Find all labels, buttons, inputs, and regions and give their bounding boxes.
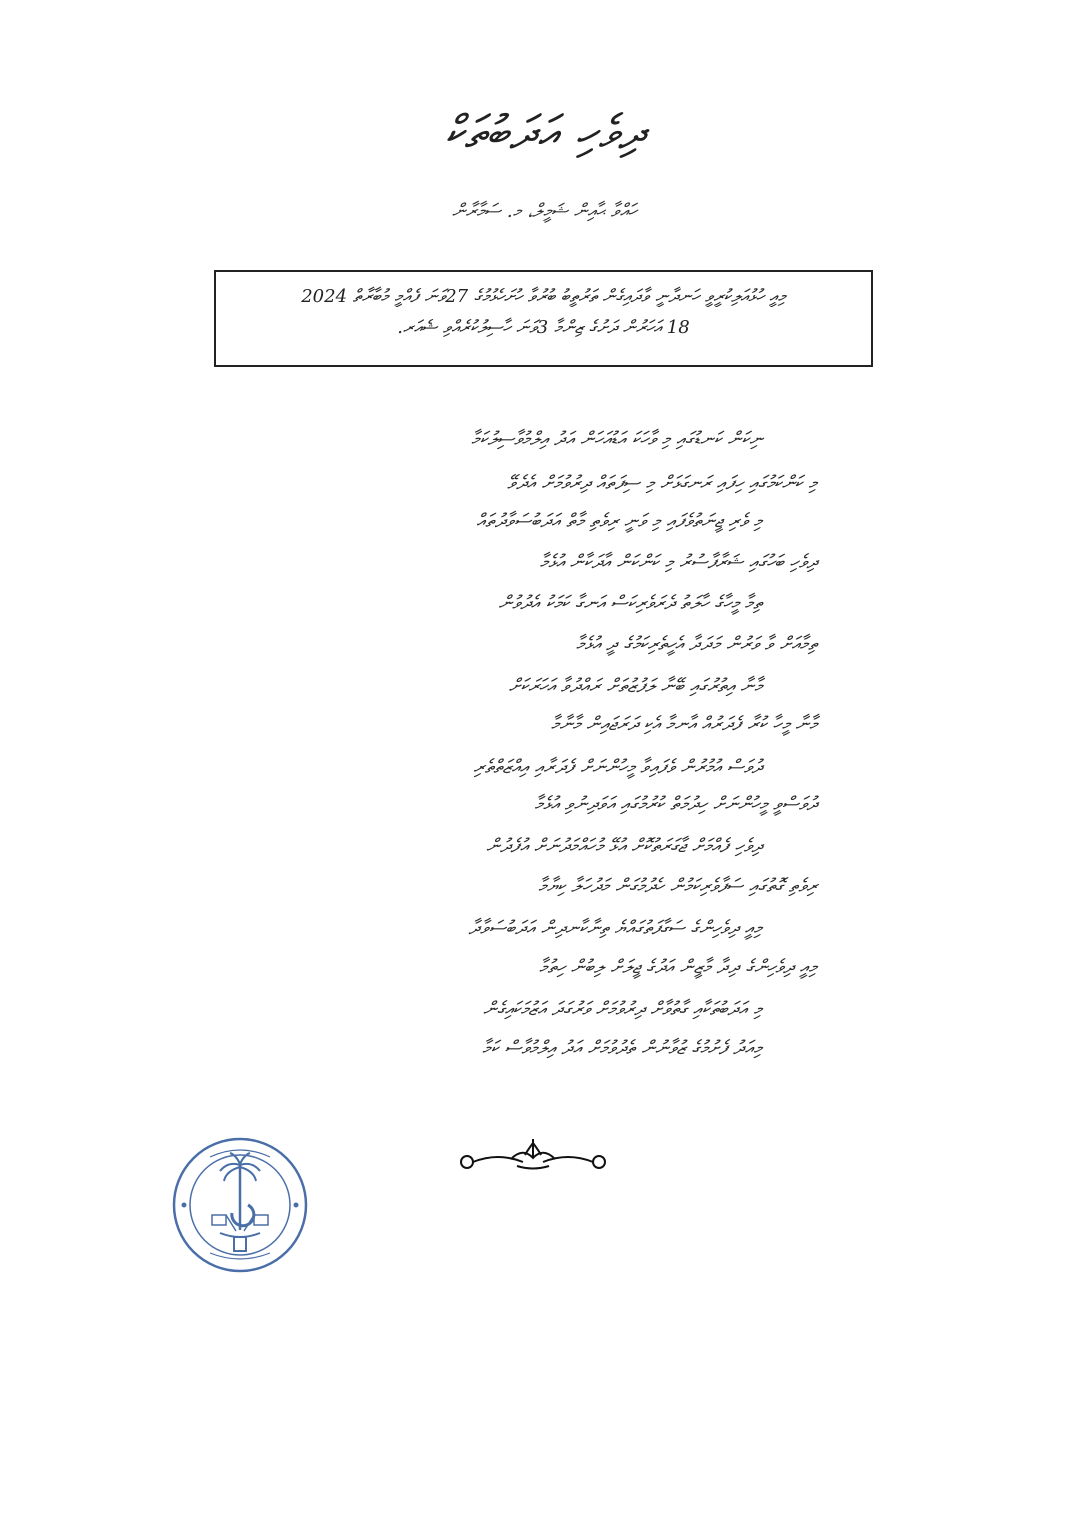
page-title: ދިވެހި އަދަބުތަކް — [444, 105, 645, 159]
author-line: ހައްވާ ޙާއިން ޝަމީލް، މ. ސަމާރާން — [451, 200, 638, 222]
poem-line: މާނާ މީހާ ކުރާ ފެދަރުއް އާނމާ އެކި ދަރަޖައިން މާނާމާ — [550, 713, 817, 735]
poem-line: ތިމާއަށް ވާ ވަރުން މަދަދާ އެހީތެރިކަމުގެ ދީ އުޅެމާ — [575, 633, 817, 655]
flourish-ornament-icon — [453, 1133, 613, 1177]
poem-line: މި ވެރި ޖީނަތުވެފައި މި ވަނީ ރިވެތި މާތް އަދަބުސަވާދުތައް — [476, 510, 762, 532]
info-line-2: 18 އަހަރުން ދަށުގެ ޒިންމާ 3ވަނަ ހާސިލުކުރެއްވި ޝެއަރ. — [397, 317, 690, 338]
poem-line: މިއީ ދިވެހިންގެ ސަގާފަތުގައްޔެ ތިނާކާނދިން އަދަބުސަވާދާ — [468, 917, 762, 939]
poem-line: ދުވަސްވީ މީހުންނަށް ހިދުމަތް ކުރުމުގައި އަވަދިނުވި އުޅެމާ — [534, 793, 817, 815]
poem-line: ރިވެތި ގޮތުގައި ސަފާވެރިކަމުން ހެދުމުގަން މަދުހަލާ ކިޔާމާ — [538, 875, 817, 897]
poem-line: ދުވަސް އުމުރުން ވެފައިވާ މީހުންނަށް ފެދަރާއި އިއްޒަތްތެރި — [473, 756, 762, 778]
poem-line: ދިވެހި ބަހުގައި ޝަރާފާސުރު މި ކަންކަން އާދަކާން އުޅެމާ — [539, 551, 817, 573]
poem-line: ނިކަން ކަނޑުގައި މި ވާހަކަ އަޑުއަހަން އަދު އިލްމުވާސިލުކަމާ — [471, 428, 762, 450]
poem-line: ތިމާ މީހާގެ ހާލަތު ދެރަވެރިކަސް އަނގާ ކަމަކު އެދުވުން — [498, 592, 762, 614]
poem-line: މިއީ ދިވެހިންގެ ދިދާ މާޒީން އަދުގެ ޖީލަށް ލިބުން ހިތުމާ — [539, 956, 817, 978]
poem-line: ދިވެހި ފެއްމަށް ޖާގަރަތުކޮށް އުޅޭ މުހައްމަދުނަށް އުފެދުން — [486, 835, 762, 857]
poem-line: މިއަދު ފެށުމުގެ ޒުވާނުން ތެދުވުމަށް އަދު އިލްމުވާސް ކަމާ — [482, 1037, 762, 1059]
poem-line: މި ކަންކަމުގައި ހިފައި ރަނގަޅަށް މި ސިފަތައް ދިރުވުމަށް އެދެވޭ — [507, 472, 817, 494]
poem-line: މާނާ އިތުރުގައި ބޭނާ ލަފުޒުތަށް ރައްދުވާ އަހަރަކަށް — [508, 675, 762, 697]
info-line-1: މިއީ ހުޅުއަލިކުރީވީ ހަނދާނީ ވާދައިގެން ތަރުތީބު ބުރުވާ ހުށަހެޅުމުގެ 27ވަނަ ފެއްމީ މުބާރާތް 2024 — [301, 286, 786, 307]
poem-line: މި އަދަބުތަކާއި ގާތުވާށް ދިރުވުމަށް ވަރުގަދަ އަޒުމަކައިގެން — [483, 998, 762, 1020]
official-seal-icon — [170, 1135, 310, 1275]
